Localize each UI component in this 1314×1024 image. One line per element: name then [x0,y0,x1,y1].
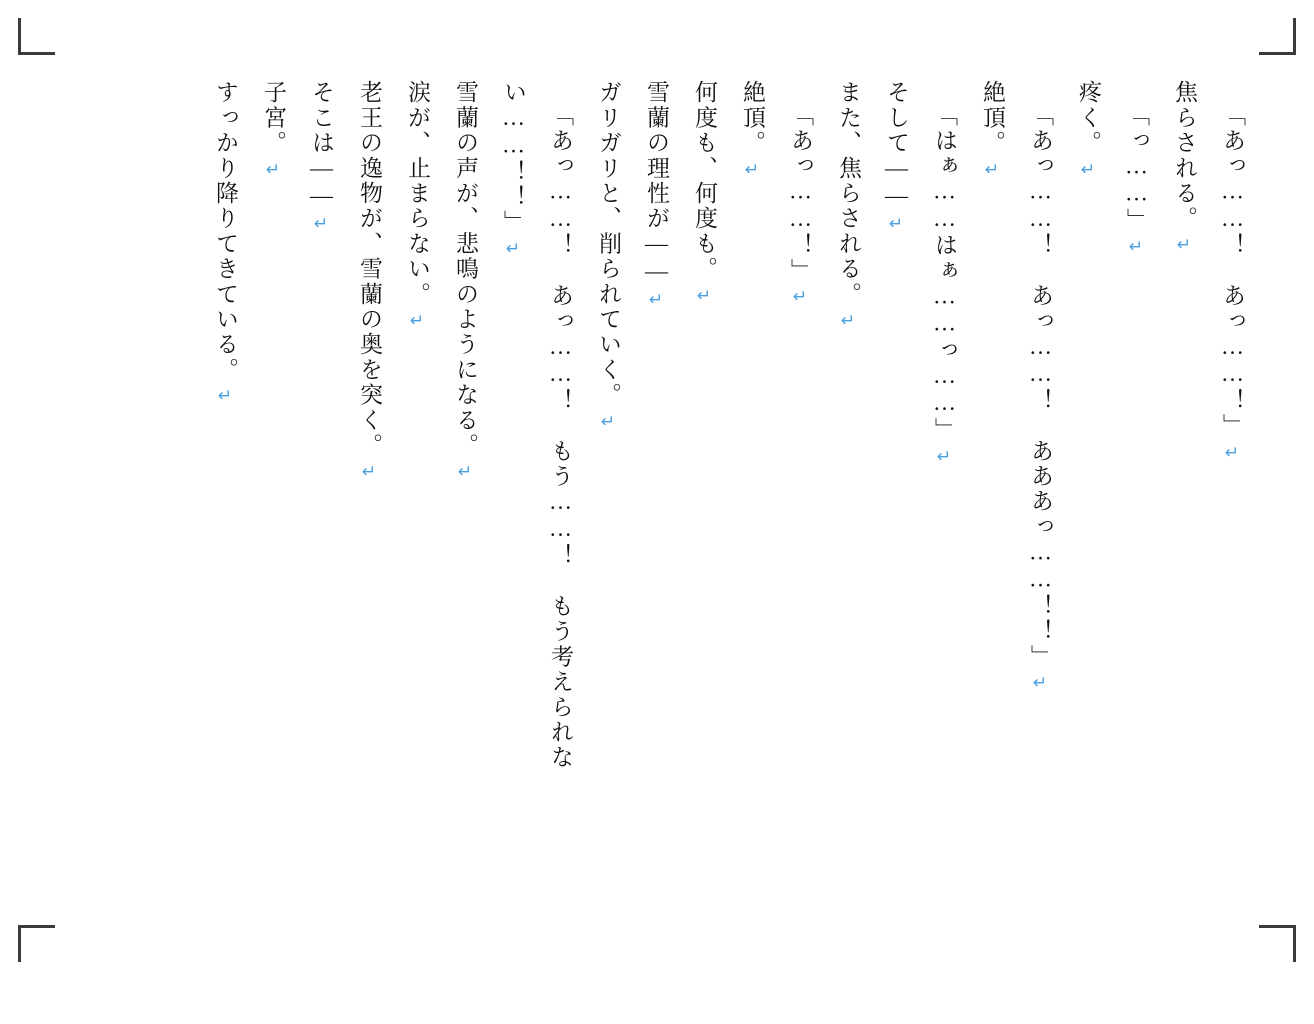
paragraph-return-mark-icon: ↵ [598,411,618,432]
text-paragraph [1208,80,1256,840]
crop-mark-top-left [18,18,55,55]
paragraph-text: すっかり降りてきている。 [213,80,238,383]
text-paragraph [632,80,680,840]
crop-mark-bottom-right [1259,925,1296,962]
text-paragraph [1016,80,1064,840]
paragraph-return-mark-icon: ↵ [503,239,523,260]
paragraph-return-mark-icon: ↵ [934,446,954,467]
text-paragraph [249,80,297,840]
paragraph-text: 「っ……」 [1124,103,1149,233]
text-paragraph [728,80,776,840]
paragraph-return-mark-icon: ↵ [886,214,906,234]
paragraph-text: そして—— [884,80,909,210]
text-paragraph [872,80,920,840]
paragraph-text: 「はぁ……はぁ……っ……」 [932,103,957,443]
text-paragraph [584,80,632,840]
paragraph-return-mark-icon: ↵ [1174,235,1194,256]
paragraph-return-mark-icon: ↵ [263,159,283,180]
paragraph-return-mark-icon: ↵ [455,462,475,482]
text-paragraph [680,80,728,840]
vertical-text-body[interactable] [201,80,1256,840]
paragraph-text: 老王の逸物が、雪蘭の奥を突く。 [357,80,382,458]
crop-mark-bottom-left [18,925,55,962]
paragraph-text: 絶頂。 [980,80,1005,156]
text-paragraph [1064,80,1112,840]
paragraph-return-mark-icon: ↵ [359,462,379,482]
text-paragraph [489,80,584,840]
paragraph-text: そこは—— [309,80,334,210]
text-paragraph [297,80,345,840]
text-paragraph [920,80,968,840]
paragraph-text: 「あっ……！ あっ……！」 [1220,103,1245,439]
paragraph-text: 涙が、止まらない。 [405,80,430,307]
text-paragraph [1112,80,1160,840]
paragraph-text: また、焦らされる。 [836,80,861,307]
paragraph-text: 「あっ……！ あっ……！ あああっ……！！」 [1028,103,1053,670]
paragraph-text: 絶頂。 [740,80,765,156]
paragraph-return-mark-icon: ↵ [311,214,331,234]
paragraph-return-mark-icon: ↵ [694,285,714,306]
text-paragraph [201,80,249,840]
paragraph-return-mark-icon: ↵ [1222,442,1242,463]
text-paragraph [393,80,441,840]
paragraph-return-mark-icon: ↵ [1078,159,1098,180]
paragraph-text: 何度も、何度も。 [692,80,717,282]
paragraph-text: 焦らされる。 [1172,80,1197,232]
paragraph-text: 「あっ……！」 [788,103,813,284]
paragraph-return-mark-icon: ↵ [838,310,858,331]
paragraph-return-mark-icon: ↵ [1030,673,1050,694]
paragraph-text: 疼く。 [1076,80,1101,156]
paragraph-return-mark-icon: ↵ [982,159,1002,180]
text-paragraph [1160,80,1208,840]
paragraph-return-mark-icon: ↵ [742,159,762,180]
paragraph-text: 雪蘭の理性が—— [644,80,669,286]
paragraph-return-mark-icon: ↵ [215,386,235,407]
paragraph-return-mark-icon: ↵ [646,289,666,310]
text-paragraph [345,80,393,840]
paragraph-text: 子宮。 [261,80,286,156]
text-paragraph [968,80,1016,840]
paragraph-return-mark-icon: ↵ [1126,237,1146,257]
paragraph-text: 雪蘭の声が、悲鳴のようになる。 [453,80,478,458]
paragraph-return-mark-icon: ↵ [407,310,427,331]
paragraph-text: 「あっ……！ あっ……！ もう……！ もう考えられない……！！」 [501,80,573,771]
paragraph-return-mark-icon: ↵ [790,287,810,308]
text-paragraph [441,80,489,840]
text-paragraph [824,80,872,840]
crop-mark-top-right [1259,18,1296,55]
paragraph-text: ガリガリと、削られていく。 [596,80,621,408]
text-paragraph [776,80,824,840]
